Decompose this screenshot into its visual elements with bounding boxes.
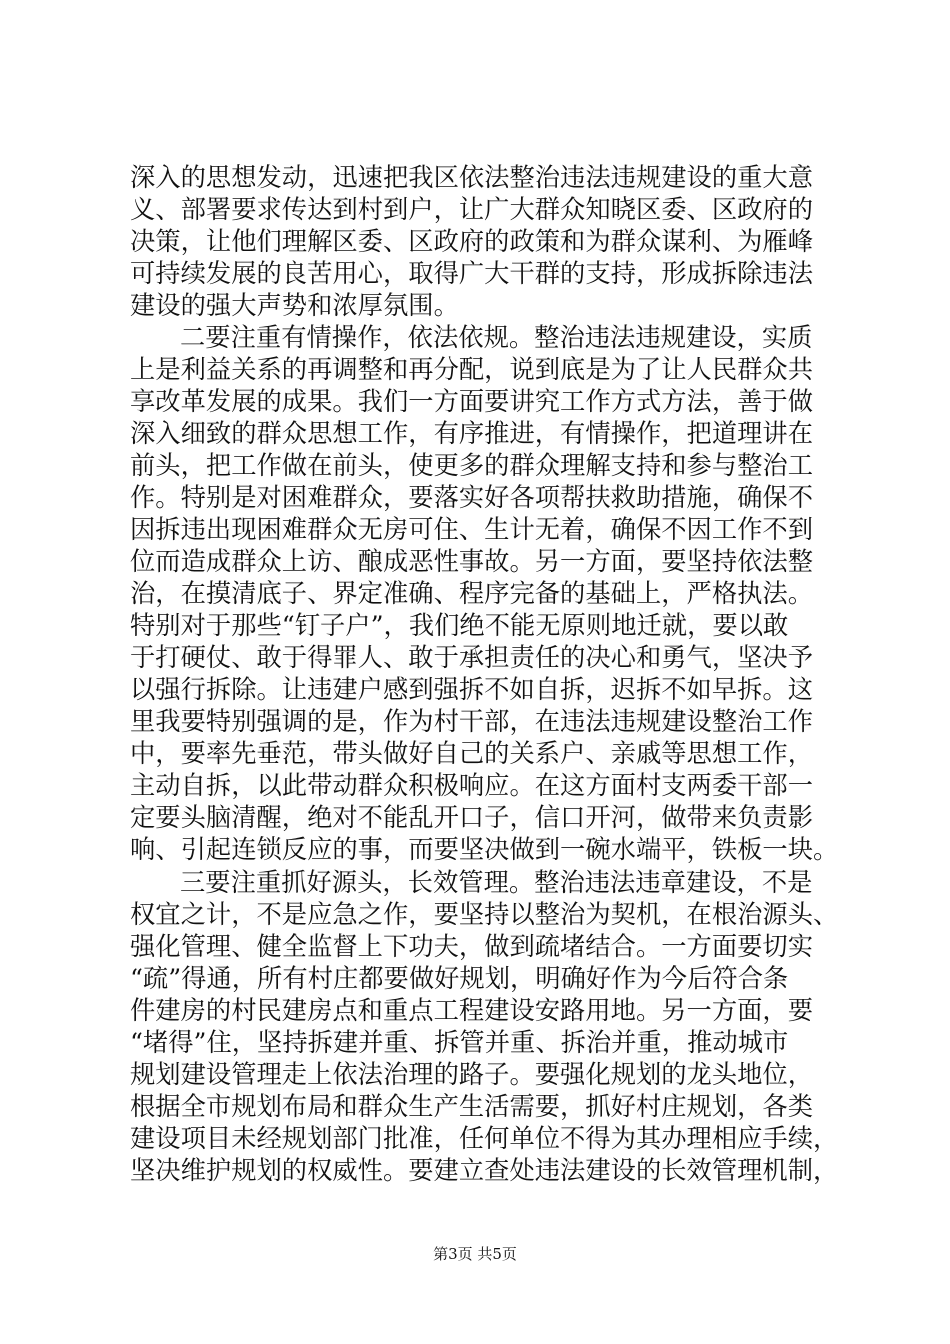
text-line: 中，要率先垂范，带头做好自己的关系户、亲戚等思想工作， [130, 739, 814, 768]
text-line: 根据全市规划布局和群众生产生活需要，抓好村庄规划，各类 [130, 1092, 814, 1121]
text-line: 治，在摸清底子、界定准确、程序完备的基础上，严格执法。 [130, 579, 814, 608]
text-line: 以强行拆除。让违建户感到强拆不如自拆，迟拆不如早拆。这 [130, 675, 814, 704]
text-line: 特别对于那些“钉子户”，我们绝不能无原则地迁就，要以敢 [130, 611, 789, 640]
text-line: 作。特别是对困难群众，要落实好各项帮扶救助措施，确保不 [130, 483, 814, 512]
paragraph-first-line: 二要注重有情操作，依法依规。整治违法违规建设，实质 [180, 323, 813, 352]
text-line: 主动自拆，以此带动群众积极响应。在这方面村支两委干部一 [130, 771, 814, 800]
text-line: 建设的强大声势和浓厚氛围。 [130, 291, 459, 320]
text-line: 前头，把工作做在前头，使更多的群众理解支持和参与整治工 [130, 451, 814, 480]
text-line: 定要头脑清醒，绝对不能乱开口子，信口开河，做带来负责影 [130, 803, 814, 832]
body-text-section-2 [130, 867, 839, 1187]
text-line: 深入的思想发动，迅速把我区依法整治违法违规建设的重大意 [130, 163, 814, 192]
text-line: 响、引起连锁反应的事，而要坚决做到一碗水端平，铁板一块。 [130, 835, 839, 864]
page-number-footer: 第3页 共5页 [433, 1245, 517, 1263]
body-text-section-1 [130, 162, 839, 866]
text-line: 可持续发展的良苦用心，取得广大干群的支持，形成拆除违法 [130, 259, 814, 288]
text-line: 决策，让他们理解区委、区政府的政策和为群众谋利、为雁峰 [130, 227, 814, 256]
text-line: 坚决维护规划的权威性。要建立查处违法建设的长效管理机制， [130, 1156, 839, 1185]
paragraph-first-line: 三要注重抓好源头，长效管理。整治违法违章建设，不是 [180, 868, 813, 897]
text-line: 强化管理、健全监督上下功夫，做到疏堵结合。一方面要切实 [130, 932, 814, 961]
text-line: 件建房的村民建房点和重点工程建设安路用地。另一方面，要 [130, 996, 814, 1025]
text-line: 于打硬仗、敢于得罪人、敢于承担责任的决心和勇气，坚决予 [130, 643, 814, 672]
text-line: 义、部署要求传达到村到户，让广大群众知晓区委、区政府的 [130, 195, 814, 224]
text-line: 深入细致的群众思想工作，有序推进，有情操作，把道理讲在 [130, 419, 814, 448]
text-line: 权宜之计，不是应急之作，要坚持以整治为契机，在根治源头、 [130, 900, 839, 929]
text-line: 里我要特别强调的是，作为村干部，在违法违规建设整治工作 [130, 707, 814, 736]
text-line: “疏”得通，所有村庄都要做好规划，明确好作为今后符合条 [130, 964, 789, 993]
text-line: “堵得”住，坚持拆建并重、拆管并重、拆治并重，推动城市 [130, 1028, 789, 1057]
text-line: 因拆违出现困难群众无房可住、生计无着，确保不因工作不到 [130, 515, 814, 544]
text-line: 享改革发展的成果。我们一方面要讲究工作方式方法，善于做 [130, 387, 814, 416]
text-line: 规划建设管理走上依法治理的路子。要强化规划的龙头地位， [130, 1060, 814, 1089]
text-line: 建设项目未经规划部门批准，任何单位不得为其办理相应手续， [130, 1124, 839, 1153]
text-line: 上是利益关系的再调整和再分配，说到底是为了让人民群众共 [130, 355, 814, 384]
text-line: 位而造成群众上访、酿成恶性事故。另一方面，要坚持依法整 [130, 547, 814, 576]
